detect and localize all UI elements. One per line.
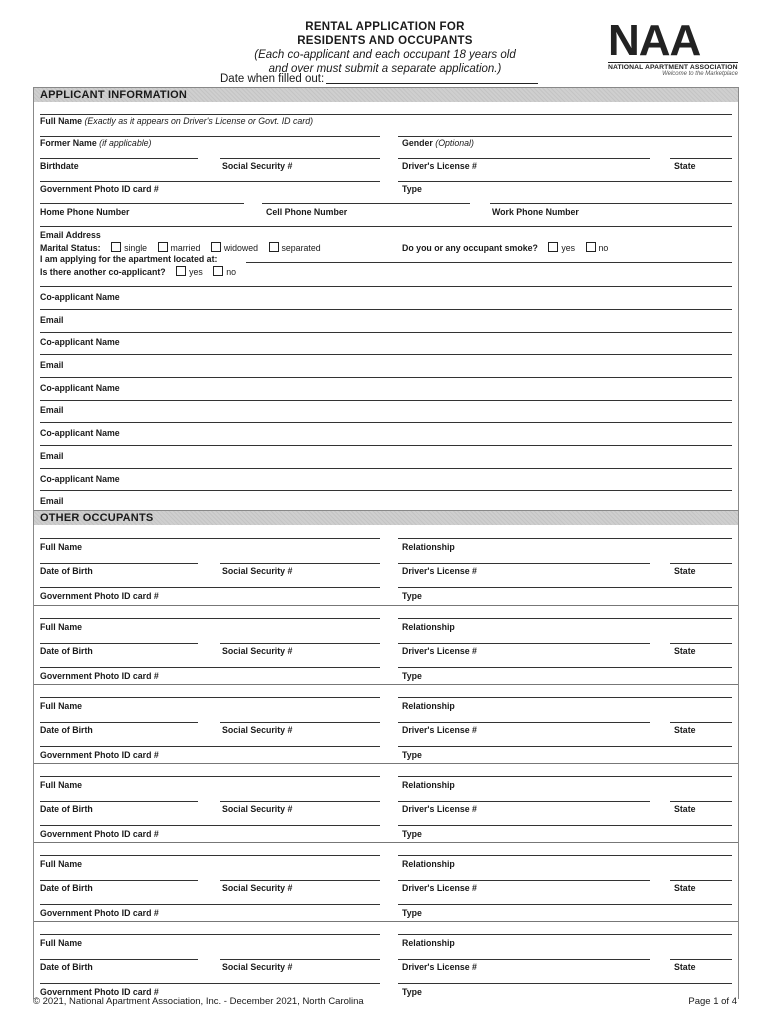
title-line-1: RENTAL APPLICATION FOR: [305, 21, 465, 33]
occupant-6-full-name-label: Full Name: [40, 938, 83, 948]
occupant-2-type-label: Type: [402, 671, 422, 681]
occupant-5-ssn-label: Social Security #: [222, 883, 293, 893]
occupant-5-full-name-label: Full Name: [40, 859, 83, 869]
smoke-yes-label: yes: [561, 243, 576, 253]
occupant-1-dob-label: Date of Birth: [40, 566, 93, 576]
home-phone-label: Home Phone Number: [40, 207, 130, 217]
full-name-entry-2[interactable]: [398, 136, 732, 137]
occupant-3-dob-line[interactable]: [40, 722, 198, 723]
marital-widowed-checkbox[interactable]: [211, 242, 221, 252]
occupant-2-state-label: State: [674, 646, 696, 656]
occupant-6-state-line[interactable]: [670, 959, 732, 960]
occupant-5-name-line[interactable]: [40, 855, 380, 856]
coapplicant-5-name-line[interactable]: [40, 468, 732, 469]
occupant-2-drivers-license-label: Driver's License #: [402, 646, 477, 656]
naa-logo: [608, 16, 738, 78]
date-filled-label: Date when filled out:: [220, 73, 325, 85]
marital-separated-checkbox[interactable]: [269, 242, 279, 252]
occupant-6-dob-label: Date of Birth: [40, 962, 93, 972]
occupant-3-state-line[interactable]: [670, 722, 732, 723]
work-phone-line[interactable]: [490, 203, 732, 204]
occupant-5-ssn-line[interactable]: [220, 880, 380, 881]
occupant-1-name-line[interactable]: [40, 538, 380, 539]
coapplicant-3-email-label: Email: [40, 405, 64, 415]
coapplicant-4-name-line[interactable]: [40, 422, 732, 423]
occupant-6-relationship-line[interactable]: [398, 934, 732, 935]
coapplicant-3-email-line[interactable]: [40, 400, 732, 401]
occupant-3-relationship-label: Relationship: [402, 701, 455, 711]
occupant-2-relationship-line[interactable]: [398, 618, 732, 619]
coapplicant-2-email-line[interactable]: [40, 354, 732, 355]
occupant-5-state-line[interactable]: [670, 880, 732, 881]
subtitle-line-1: (Each co-applicant and each occupant 18 years old: [254, 49, 516, 61]
email-label: Email Address: [40, 230, 101, 240]
occupant-6-relationship-label: Relationship: [402, 938, 455, 948]
occupant-5-type-line[interactable]: [398, 904, 732, 905]
occupant-4-type-line[interactable]: [398, 825, 732, 826]
occupant-2-gov-id-line[interactable]: [40, 667, 380, 668]
form-title: [200, 20, 570, 76]
apartment-location-line[interactable]: [246, 262, 732, 263]
coapplicant-1-email-line[interactable]: [40, 309, 732, 310]
gov-id-line[interactable]: [40, 181, 380, 182]
occupants-section: [33, 510, 739, 999]
state-line[interactable]: [670, 158, 732, 159]
occupant-1-full-name-label: Full Name: [40, 542, 83, 552]
marital-single-label: single: [124, 243, 148, 253]
birthdate-line[interactable]: [40, 158, 198, 159]
occupant-6-type-label: Type: [402, 987, 422, 997]
coapplicant-1-name-label: Co-applicant Name: [40, 292, 120, 302]
coapplicant-2-name-label: Co-applicant Name: [40, 337, 120, 347]
occupant-6-ssn-line[interactable]: [220, 959, 380, 960]
occupant-3-type-line[interactable]: [398, 746, 732, 747]
occupant-4-name-line[interactable]: [40, 776, 380, 777]
logo-name: NATIONAL APARTMENT ASSOCIATION: [608, 64, 738, 71]
type-label: Type: [402, 184, 422, 194]
occupant-6-gov-id-line[interactable]: [40, 983, 380, 984]
coapplicant-3-name-label: Co-applicant Name: [40, 383, 120, 393]
occupant-5-state-label: State: [674, 883, 696, 893]
marital-separated-label: separated: [281, 243, 321, 253]
occupant-1-ssn-line[interactable]: [220, 563, 380, 564]
another-coapplicant-row: Is there another co-applicant? yes no: [40, 267, 237, 277]
marital-widowed-label: widowed: [223, 243, 259, 253]
occupant-2-relationship-label: Relationship: [402, 622, 455, 632]
occupant-2-state-line[interactable]: [670, 643, 732, 644]
occupant-1-gov-id-label: Government Photo ID card #: [40, 591, 159, 601]
license-line[interactable]: [398, 158, 650, 159]
occupant-4-license-line[interactable]: [398, 801, 650, 802]
occupant-4-type-label: Type: [402, 829, 422, 839]
occupant-5-block: [34, 842, 738, 922]
occupant-1-state-line[interactable]: [670, 563, 732, 564]
occupant-3-ssn-line[interactable]: [220, 722, 380, 723]
smoke-no-checkbox[interactable]: [586, 242, 596, 252]
logo-tagline: Welcome to the Marketplace: [662, 71, 738, 77]
occupant-5-drivers-license-label: Driver's License #: [402, 883, 477, 893]
full-name-entry[interactable]: [40, 136, 380, 137]
occupant-4-ssn-label: Social Security #: [222, 804, 293, 814]
coapplicant-no-label: no: [226, 267, 237, 277]
apartment-location-label: I am applying for the apartment located at:: [40, 254, 218, 264]
occupant-4-relationship-line[interactable]: [398, 776, 732, 777]
occupant-5-gov-id-line[interactable]: [40, 904, 380, 905]
occupant-2-dob-label: Date of Birth: [40, 646, 93, 656]
occupant-6-type-line[interactable]: [398, 983, 732, 984]
home-phone-line[interactable]: [40, 203, 244, 204]
occupant-3-dob-label: Date of Birth: [40, 725, 93, 735]
occupant-6-ssn-label: Social Security #: [222, 962, 293, 972]
occupant-6-gov-id-label: Government Photo ID card #: [40, 987, 159, 997]
occupant-2-name-line[interactable]: [40, 618, 380, 619]
occupant-1-block: [34, 526, 738, 605]
drivers-license-label: Driver's License #: [402, 161, 477, 171]
occupant-1-state-label: State: [674, 566, 696, 576]
cell-phone-line[interactable]: [262, 203, 470, 204]
occupant-5-dob-label: Date of Birth: [40, 883, 93, 893]
occupant-3-drivers-license-label: Driver's License #: [402, 725, 477, 735]
occupant-5-type-label: Type: [402, 908, 422, 918]
occupant-4-relationship-label: Relationship: [402, 780, 455, 790]
occupant-1-gov-id-line[interactable]: [40, 587, 380, 588]
occupant-5-relationship-line[interactable]: [398, 855, 732, 856]
marital-status-row: Marital Status: single married widowed separated: [40, 243, 321, 253]
coapplicant-no-checkbox[interactable]: [213, 266, 223, 276]
email-line[interactable]: [40, 226, 732, 227]
occupant-6-drivers-license-label: Driver's License #: [402, 962, 477, 972]
coapplicant-1-name-line[interactable]: [40, 286, 732, 287]
occupant-2-block: [34, 605, 738, 685]
occupant-2-full-name-label: Full Name: [40, 622, 83, 632]
footer-page-number: Page 1 of 4: [688, 996, 737, 1007]
coapplicant-4-email-line[interactable]: [40, 445, 732, 446]
title-line-2: RESIDENTS AND OCCUPANTS: [297, 35, 473, 47]
state-label: State: [674, 161, 696, 171]
work-phone-label: Work Phone Number: [492, 207, 579, 217]
occupant-4-gov-id-line[interactable]: [40, 825, 380, 826]
occupant-3-type-label: Type: [402, 750, 422, 760]
occupant-1-drivers-license-label: Driver's License #: [402, 566, 477, 576]
coapplicant-2-email-label: Email: [40, 360, 64, 370]
birthdate-label: Birthdate: [40, 161, 79, 171]
occupant-6-state-label: State: [674, 962, 696, 972]
applicant-section-title: APPLICANT INFORMATION: [34, 88, 738, 102]
occupant-4-block: [34, 763, 738, 843]
occupant-2-gov-id-label: Government Photo ID card #: [40, 671, 159, 681]
occupant-6-dob-line[interactable]: [40, 959, 198, 960]
occupant-3-relationship-line[interactable]: [398, 697, 732, 698]
ssn-label: Social Security #: [222, 161, 293, 171]
occupant-2-ssn-line[interactable]: [220, 643, 380, 644]
marital-married-checkbox[interactable]: [158, 242, 168, 252]
coapplicant-2-name-line[interactable]: [40, 332, 732, 333]
marital-married-label: married: [170, 243, 201, 253]
occupant-3-block: [34, 684, 738, 764]
occupant-6-name-line[interactable]: [40, 934, 380, 935]
occupant-4-drivers-license-label: Driver's License #: [402, 804, 477, 814]
occupant-6-block: [34, 921, 738, 1001]
date-filled-line[interactable]: [326, 83, 538, 84]
occupant-1-type-label: Type: [402, 591, 422, 601]
occupant-4-state-line[interactable]: [670, 801, 732, 802]
occupant-2-dob-line[interactable]: [40, 643, 198, 644]
smoke-question-row: Do you or any occupant smoke? yes no: [402, 243, 609, 253]
applicant-section: [33, 87, 739, 511]
occupant-5-license-line[interactable]: [398, 880, 650, 881]
subtitle-line-2: and over must submit a separate application.): [268, 63, 502, 75]
occupant-4-dob-line[interactable]: [40, 801, 198, 802]
occupant-4-gov-id-label: Government Photo ID card #: [40, 829, 159, 839]
occupant-2-type-line[interactable]: [398, 667, 732, 668]
gov-id-label: Government Photo ID card #: [40, 184, 159, 194]
coapplicant-3-name-line[interactable]: [40, 377, 732, 378]
occupants-section-title: OTHER OCCUPANTS: [34, 511, 738, 525]
occupant-3-gov-id-line[interactable]: [40, 746, 380, 747]
coapplicant-5-email-line[interactable]: [40, 490, 732, 491]
coapplicant-yes-label: yes: [189, 267, 203, 277]
ssn-line[interactable]: [220, 158, 380, 159]
occupant-4-dob-label: Date of Birth: [40, 804, 93, 814]
marital-single-checkbox[interactable]: [111, 242, 121, 252]
occupant-3-ssn-label: Social Security #: [222, 725, 293, 735]
occupant-3-gov-id-label: Government Photo ID card #: [40, 750, 159, 760]
occupant-1-relationship-line[interactable]: [398, 538, 732, 539]
gender-label: Gender (Optional): [402, 138, 474, 148]
coapplicant-5-name-label: Co-applicant Name: [40, 474, 120, 484]
occupant-4-full-name-label: Full Name: [40, 780, 83, 790]
coapplicant-5-email-label: Email: [40, 496, 64, 506]
occupant-3-license-line[interactable]: [398, 722, 650, 723]
former-name-label: Former Name (if applicable): [40, 138, 152, 148]
occupant-6-license-line[interactable]: [398, 959, 650, 960]
occupant-1-ssn-label: Social Security #: [222, 566, 293, 576]
occupant-5-gov-id-label: Government Photo ID card #: [40, 908, 159, 918]
occupant-1-dob-line[interactable]: [40, 563, 198, 564]
logo-mark: NAA: [608, 16, 701, 65]
occupant-3-name-line[interactable]: [40, 697, 380, 698]
date-filled-field[interactable]: [220, 73, 538, 85]
occupant-2-license-line[interactable]: [398, 643, 650, 644]
full-name-label: Full Name (Exactly as it appears on Driver's License or Govt. ID card): [40, 116, 314, 126]
occupant-3-full-name-label: Full Name: [40, 701, 83, 711]
occupant-5-relationship-label: Relationship: [402, 859, 455, 869]
form-header: [0, 0, 770, 88]
smoke-no-label: no: [598, 243, 609, 253]
coapplicant-yes-checkbox[interactable]: [176, 266, 186, 276]
occupant-3-state-label: State: [674, 725, 696, 735]
occupant-5-dob-line[interactable]: [40, 880, 198, 881]
coapplicant-1-email-label: Email: [40, 315, 64, 325]
type-line[interactable]: [398, 181, 732, 182]
occupant-1-relationship-label: Relationship: [402, 542, 455, 552]
coapplicant-4-name-label: Co-applicant Name: [40, 428, 120, 438]
full-name-line[interactable]: [40, 114, 732, 115]
occupant-1-type-line[interactable]: [398, 587, 732, 588]
occupant-1-license-line[interactable]: [398, 563, 650, 564]
smoke-yes-checkbox[interactable]: [548, 242, 558, 252]
coapplicant-4-email-label: Email: [40, 451, 64, 461]
occupant-4-state-label: State: [674, 804, 696, 814]
footer-copyright: © 2021, National Apartment Association, Inc. - December 2021, North Carolina: [33, 996, 364, 1007]
occupant-4-ssn-line[interactable]: [220, 801, 380, 802]
occupant-2-ssn-label: Social Security #: [222, 646, 293, 656]
cell-phone-label: Cell Phone Number: [266, 207, 348, 217]
